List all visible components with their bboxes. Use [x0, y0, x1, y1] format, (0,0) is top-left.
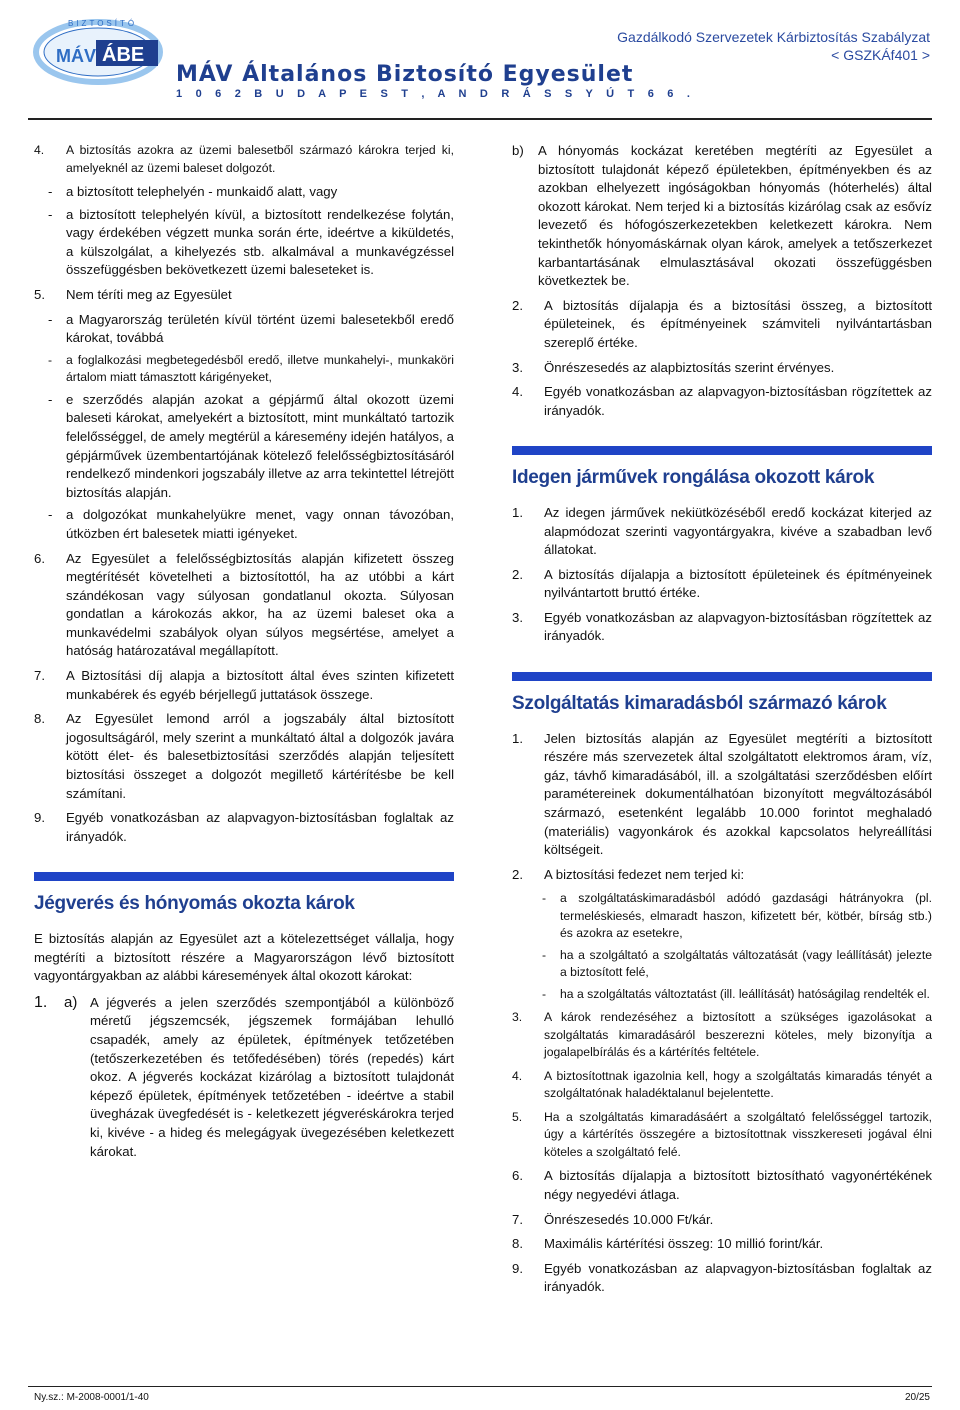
dash-text: a biztosított telephelyén - munkaidő alatt, vagy [66, 184, 338, 199]
item-number: 3. [512, 359, 523, 375]
section-bar [34, 872, 454, 881]
list-item [512, 1235, 932, 1254]
dash-item: - a biztosított telephelyén kívül, a biztosított rendelkezése folytán, vagy érdekében végzett munka során érte, ideértve a kiküldetés, a külszolgálat, a kihelyezés stb. alkalmával a munkavégzéssel összefüggésben bekövetkezett üzemi baleseteket is. [48, 206, 454, 278]
dash-list [512, 890, 932, 1003]
item-number: 1. [512, 504, 523, 520]
dash-text: a dolgozókat munkahelyükre menet, vagy onnan távozóban, útközben ért balesetek miatti igényeket. [66, 507, 454, 541]
list-item [512, 1167, 932, 1204]
item-number: 4. [512, 384, 523, 400]
item-number: 1. [34, 993, 48, 1011]
item-text: A biztosítás díjalapja a biztosított épületeinek és építményeinek nyilvántartott bruttó értéke. [544, 566, 932, 601]
left-column [34, 142, 454, 1167]
dash-text: a szolgáltatáskimaradásból adódó gazdasági hátrányokra (pl. termeléskiesés, elmaradt haszon, kifizetett bér, kötbér, bírság stb.) és azokra az esetekre, [560, 891, 932, 941]
item-number: 1. [512, 730, 523, 746]
item-text: Nem téríti meg az Egyesület [66, 286, 232, 302]
item-number: 9. [34, 810, 45, 826]
list-item [34, 809, 454, 846]
list-item [512, 1260, 932, 1297]
item-number: 2. [512, 297, 523, 313]
list-item [512, 504, 932, 560]
item-number: 5. [512, 1109, 523, 1124]
dash-item: - ha a szolgáltató a szolgáltatás változatását (vagy leállítását) jelezte a biztosított felé, [542, 947, 932, 980]
logo-arc-text: BIZTOSÍTÓ [68, 19, 138, 28]
dash-text: ha a szolgáltatás változtatást (ill. leállítását) hatóságilag rendelték el. [560, 986, 930, 1001]
dash-text: e szerződés alapján azokat a gépjármű által okozott üzemi baleseti károkat, amelyekért a biztosított, mint munkáltató tartozik felelősséggel, de amely megtérül a káresemény idején hatályos, a gépjárművek üzembentartójának kötelező felelősségbiztosításáról rendelkező mindenkori jogszabály illetve az arra tekintettel létrejött biztosítás alapján. [66, 391, 454, 500]
section-heading: Idegen járművek rongálása okozott károk [512, 467, 875, 489]
item-text: Önrészesedés az alapbiztosítás szerint érvényes. [544, 359, 835, 375]
dash-item: - a Magyarország területén kívül történt üzemi balesetekből eredő károkat, továbbá [48, 311, 454, 346]
item-number: 6. [34, 550, 45, 566]
item-number: 4. [512, 1068, 523, 1083]
list-item [34, 710, 454, 803]
item-text: A Biztosítási díj alapja a biztosított által éves szinten kifizetett munkabérek és egyéb bérjellegű juttatások összege. [66, 668, 454, 702]
section-bar [512, 446, 932, 455]
footer-rule [28, 1386, 932, 1387]
list-item [512, 566, 932, 603]
item-sub-label: b) [512, 143, 524, 158]
item-text: Egyéb vonatkozásban az alapvagyon-biztosításban rögzítettek az irányadók. [544, 384, 932, 418]
item-number: 4. [34, 143, 45, 157]
dash-text: a Magyarország területén kívül történt üzemi balesetekből eredő károkat, továbbá [66, 311, 454, 346]
item-sub-label: a) [64, 993, 78, 1011]
item-number: 3. [512, 1010, 523, 1025]
dash-list [34, 311, 454, 544]
list-item [512, 359, 932, 378]
dash-list [34, 183, 454, 280]
list-item [512, 383, 932, 420]
item-text: Önrészesedés 10.000 Ft/kár. [544, 1211, 714, 1227]
page-header [0, 0, 960, 110]
document-title-line: Gazdálkodó Szervezetek Kárbiztosítás Szabályzat [617, 29, 930, 45]
section-heading: Jégverés és hónyomás okozta károk [34, 893, 355, 915]
dash-item: - a biztosított telephelyén - munkaidő alatt, vagy [48, 184, 338, 199]
footer-document-number: Ny.sz.: M-2008-0001/1-40 [34, 1392, 149, 1403]
logo-mav-text: MÁV [56, 46, 96, 66]
item-number: 5. [34, 286, 45, 302]
list-item [512, 730, 932, 860]
document-code: < GSZKÁf401 > [831, 47, 930, 63]
list-item [512, 142, 932, 291]
list-item [34, 994, 454, 1161]
dash-item: - a szolgáltatáskimaradásból adódó gazdasági hátrányokra (pl. termeléskiesés, elmaradt haszon, kifizetett bér, kötbér, bírság stb.) és azokra az esetekre, [542, 891, 932, 941]
item-text: A biztosítás díjalapja a biztosított biztosítható vagyonértékének négy negyedévi átlaga. [544, 1168, 932, 1202]
item-number: 7. [512, 1211, 523, 1227]
item-number: 2. [512, 566, 523, 582]
dash-item: - ha a szolgáltatás változtatást (ill. leállítását) hatóságilag rendelték el. [542, 986, 930, 1001]
item-number: 3. [512, 609, 523, 625]
list-item [34, 142, 454, 177]
dash-text: a foglalkozási megbetegedésből eredő, illetve munkahelyi-, munkaköri ártalom miatt támasztott kárigényeket, [66, 352, 454, 385]
company-address: 1 0 6 2 B U D A P E S T , A N D R Á S S Y Ú T 6 6 . [176, 88, 696, 100]
item-number: 9. [512, 1260, 523, 1276]
list-item [512, 1109, 932, 1162]
item-text: A biztosítási fedezet nem terjed ki: [544, 866, 745, 882]
list-item [512, 297, 932, 353]
item-text: Az Egyesület a felelősségbiztosítás alapján kifizetett összeg megtérítését követelheti a biztosítottól, ha az utóbbi a kárt szándékosan vagy súlyosan gondatlanul okozta. Súlyosan gondatlan a károkozás akkor, ha az üzemi baleset oka a munkavédelmi szabályok olyan súlyos megsértése, amelyet a hatóság határozatával megállapított. [66, 550, 454, 659]
item-number: 2. [512, 866, 523, 882]
section-bar [512, 672, 932, 681]
item-text: Az idegen járművek nekiütközéséből eredő kockázat kiterjed az alapmódozat szerinti vagyontárgyakra, kivéve a szabadban levő állatokat. [544, 504, 932, 558]
footer-page-number: 20/25 [904, 1392, 930, 1403]
item-text: Egyéb vonatkozásban az alapvagyon-biztosításban rögzítettek az irányadók. [544, 609, 932, 644]
item-text: A biztosítottnak igazolnia kell, hogy a szolgáltatás kimaradás tényét a szolgáltatónak haladéktalanul bejelentette. [544, 1068, 932, 1101]
list-item [34, 550, 454, 662]
company-name: MÁV Általános Biztosító Egyesület [176, 62, 634, 87]
item-text: Maximális kártérítési összeg: 10 millió forint/kár. [544, 1236, 824, 1252]
list-item [512, 1211, 932, 1230]
item-text: A jégverés a jelen szerződés szempontjából a különböző méretű jégszemcsék, jégszemek formájában lehulló csapadék, amely az épületek, építmények tetőzetében (tetőszerkezetében és tetőfedésében) törés (repedés) kárt okoz. A jégverés kockázat kizárólag a biztosított tulajdonát képező épületek, építmények tetőzetében - ideértve a stabil üvegházak üvegfedését is - keletkezett jégveréskárokra terjed ki, kivéve - a hideg és melegágyak üvegezésében keletkezett károkat. [90, 994, 454, 1159]
list-item [34, 667, 454, 704]
right-column [512, 142, 932, 1303]
dash-text: ha a szolgáltató a szolgáltatás változatását (vagy leállítását) jelezte a biztosított felé, [560, 947, 932, 980]
list-item [512, 1009, 932, 1062]
item-text: A biztosítás azokra az üzemi balesetből származó károkra terjed ki, amelyeknél az üzemi baleset dolgozót. [66, 143, 454, 175]
item-text: Egyéb vonatkozásban az alapvagyon-biztosításban foglaltak az irányadók. [66, 810, 454, 844]
section-intro: E biztosítás alapján az Egyesület azt a kötelezettséget vállalja, hogy megtéríti a biztosított részére a Magyarországon lévő biztosított vagyontárgyakban az alábbi káresemények által okozott károkat: [34, 931, 454, 984]
item-text: Jelen biztosítás alapján az Egyesület megtéríti a biztosított részére más szervezetek által szolgáltatott elektromos áram, víz, gáz, távhő kimaradásából, ill. a szolgáltatási szerződésben előírt paramétereinek dokumentálhatóan bizonyított megváltozásából származó, esetenként legalább 10.000 forintot meghaladó (materiális) vagyonkárok és azokkal kapcsolatos helyreállítási költségeit. [544, 730, 932, 858]
item-number: 8. [34, 711, 45, 727]
dash-text: a biztosított telephelyén kívül, a biztosított rendelkezése folytán, vagy érdekében végzett munka során érte, ideértve a kiküldetés, a külszolgálat, a kihelyezés stb. alkalmával a munkavégzéssel összefüggésben bekövetkezett üzemi baleseteket is. [66, 206, 454, 278]
item-text: A hónyomás kockázat keretében megtéríti az Egyesület a biztosított tulajdonát képező épületekben, építményekben és az azokban elhelyezett ingóságokban hónyomás (hóterhelés) által okozott károkat. Nem terjed ki a biztosítás kizárólag csak az esővíz levezető és hófogószerkezetekben keletkezett károkra. Nem tekinthetők hónyomáskárnak olyan károk, amelyek a tetőszerkezet karbantartásának elmulasztásával okozati összefüggésben következtek be. [538, 143, 932, 289]
list-item [512, 1068, 932, 1103]
dash-item: - a foglalkozási megbetegedésből eredő, illetve munkahelyi-, munkaköri ártalom miatt támasztott kárigényeket, [48, 352, 454, 385]
list-item [512, 866, 932, 885]
logo-abe-text: ÁBE [102, 44, 145, 66]
dash-item: - a dolgozókat munkahelyükre menet, vagy onnan távozóban, útközben ért balesetek miatti igényeket. [48, 507, 454, 541]
mav-abe-logo [28, 10, 178, 90]
header-rule [28, 118, 932, 120]
document-title [617, 28, 930, 64]
item-number: 7. [34, 668, 45, 684]
section-heading: Szolgáltatás kimaradásból származó károk [512, 693, 887, 715]
list-item [34, 286, 454, 305]
item-text: A károk rendezéséhez a biztosított a szükséges igazolásokat a szolgáltatás kimaradásáról beszerezni köteles, mely bizonyítja a jogalapelbírálás és a kártérítés feltétele. [544, 1010, 932, 1060]
item-text: Ha a szolgáltatás kimaradásáért a szolgáltató felelősséggel tartozik, úgy a kártérítés összegére a biztosítottnak visszkereseti jogával élni köteles a szolgáltató felé. [544, 1109, 932, 1159]
item-text: Egyéb vonatkozásban az alapvagyon-biztosításban foglaltak az irányadók. [544, 1260, 932, 1295]
item-text: Az Egyesület lemond arról a jogszabály által biztosított jogosultságáról, mely szerint a munkáltató által a dolgozók javára kötött élet- és balesetbiztosítási szerződés alapján teljesített biztosítási összeget a dolgozót megillető kártérítésbe be kell számítani. [66, 711, 454, 801]
dash-item: - e szerződés alapján azokat a gépjármű által okozott üzemi baleseti károkat, amelyekért a biztosított, mint munkáltató tartozik felelősséggel, de amely megtérül a káresemény idején hatályos, a gépjárművek üzembentartójának kötelező felelősségbiztosításáról rendelkező mindenkori jogszabály illetve az arra tekintettel létrejött biztosítás alapján. [48, 391, 454, 500]
item-number: 8. [512, 1236, 523, 1252]
item-text: A biztosítás díjalapja és a biztosítási összeg, a biztosított épületeinek, és építményeinek számviteli nyilvántartásban szereplő értéke. [544, 297, 932, 350]
list-item [512, 609, 932, 646]
item-number: 6. [512, 1168, 523, 1184]
